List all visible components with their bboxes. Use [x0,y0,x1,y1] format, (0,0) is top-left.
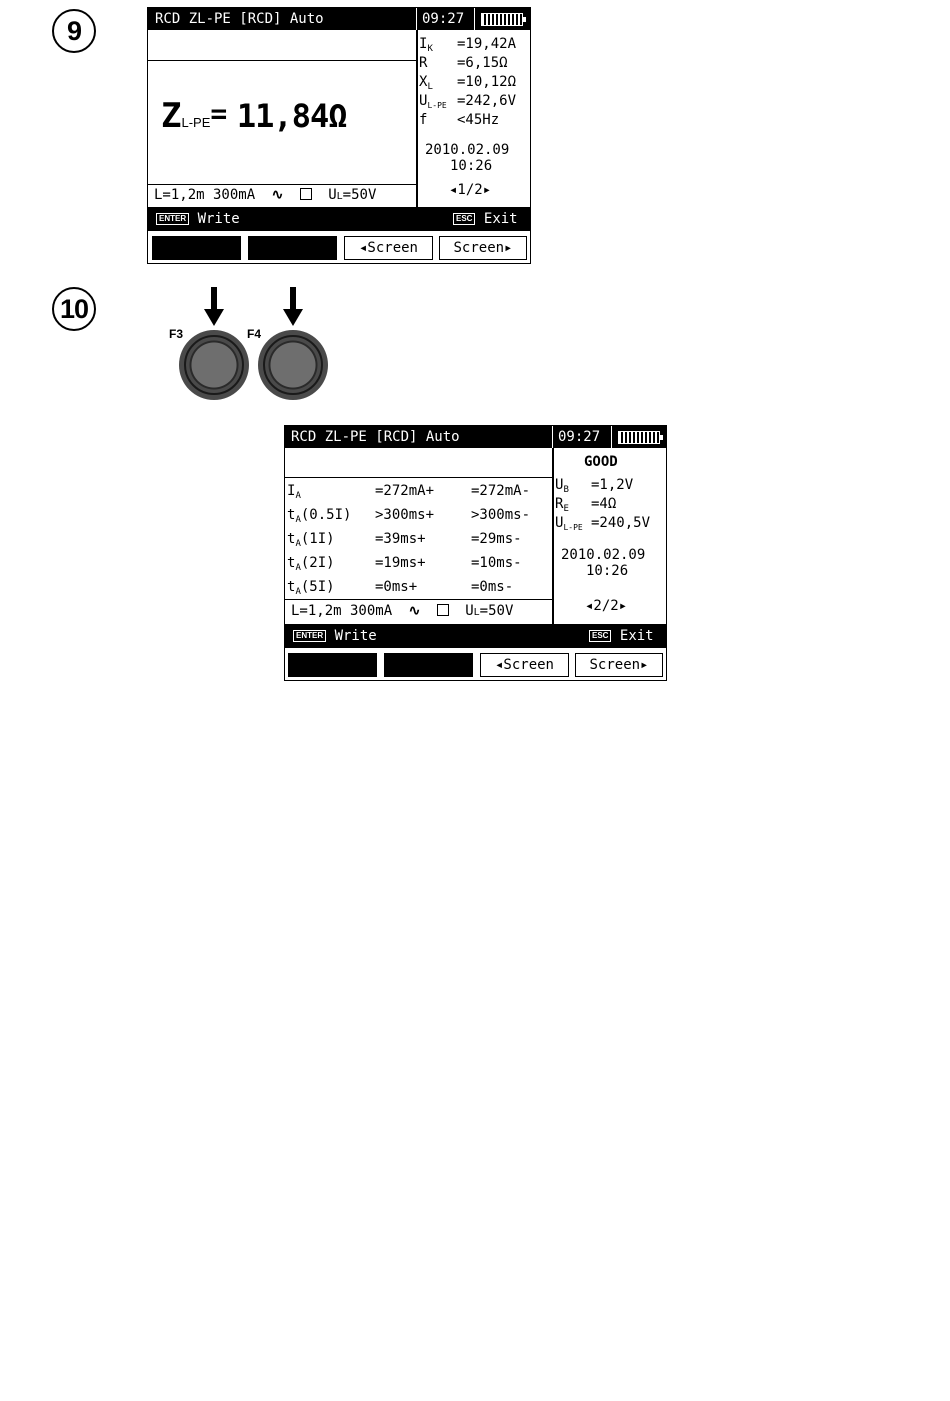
result-row: R =6,15Ω [419,55,508,71]
settings-line [291,603,513,621]
f1-key-blank[interactable] [152,236,241,260]
table-row: $t_A(5I)$ =0ms+ =0ms- [287,579,514,597]
arrow-down-icon [282,287,304,327]
ul-value: =50V [342,187,377,203]
main-subscript: L-PE [181,115,211,130]
settings-text: L=1,2m 300mA [154,187,256,203]
f4-key[interactable] [258,330,328,400]
result-row: $U_{L-PE}$ =242,6V [419,93,517,110]
enter-label: Write [334,628,377,644]
result-row: $X_L$ =10,12Ω [419,74,517,92]
title-divider [611,426,612,448]
esc-key-icon: ESC [589,630,611,642]
meter-screen-2 [284,425,667,681]
result-row: f <45Hz [419,112,500,128]
divider [148,184,416,185]
time-display: 09:27 [422,11,465,27]
enter-key-icon: ENTER [156,213,189,225]
f1-key-blank[interactable] [288,653,377,677]
checkbox-icon [437,604,449,616]
f2-key-blank[interactable] [248,236,337,260]
esc-label: Exit [619,628,654,644]
results-list [555,477,651,534]
f2-key-blank[interactable] [384,653,473,677]
results-list [419,36,517,131]
title-divider [416,8,417,30]
ul-sub: L [473,607,480,618]
mode-title: RCD ZL-PE [RCD] Auto [155,11,324,27]
settings-line [154,187,376,205]
results-table [287,483,547,603]
divider [148,60,416,61]
column-divider [416,30,418,207]
battery-icon [618,431,660,444]
enter-key-icon: ENTER [293,630,326,642]
ul-label: U [328,187,337,203]
title-divider [552,426,553,448]
clock-display: 10:26 [586,563,629,579]
main-equals: = [210,97,228,130]
action-bar [148,207,530,231]
status-badge: GOOD [584,454,618,470]
wave-icon: ∿ [271,187,284,203]
f3-key[interactable] [179,330,249,400]
meter-screen-1 [147,7,531,264]
result-row: $U_{L-PE}$ =240,5V [555,515,651,532]
table-row: $I_A$ =272mA+ =272mA- [287,483,531,501]
checkbox-icon [300,188,312,200]
next-screen-button[interactable]: Screen▸ [575,653,663,677]
f3-key-label: F3 [169,327,184,341]
date-display: 2010.02.09 [561,547,646,563]
result-row: $R_E$ =4Ω [555,496,617,514]
esc-hint[interactable] [453,209,518,229]
ul-sub: L [336,191,343,202]
step-number-badge: 10 [52,287,96,331]
ul-value: =50V [479,603,514,619]
column-divider [552,448,554,624]
time-display: 09:27 [558,429,601,445]
main-symbol: Z [161,96,182,136]
result-row: $U_B$ =1,2V [555,477,634,495]
enter-label: Write [197,211,240,227]
table-row: $t_A(0.5I)$ >300ms+ >300ms- [287,507,531,525]
enter-hint[interactable] [156,209,240,229]
f4-key-label: F4 [247,327,262,341]
battery-icon [481,13,523,26]
table-row: $t_A(1I)$ =39ms+ =29ms- [287,531,522,549]
prev-screen-button[interactable]: ◂Screen [344,236,433,260]
esc-label: Exit [483,211,518,227]
step-number-badge: 9 [52,9,96,53]
mode-title: RCD ZL-PE [RCD] Auto [291,429,460,445]
esc-hint[interactable] [589,626,654,646]
page-indicator: ◂1/2▸ [449,182,492,198]
page-indicator: ◂2/2▸ [585,598,628,614]
prev-screen-button[interactable]: ◂Screen [480,653,569,677]
main-value: 11,84Ω [236,97,347,135]
wave-icon: ∿ [408,603,421,619]
date-display: 2010.02.09 [425,142,510,158]
esc-key-icon: ESC [453,213,475,225]
main-reading [161,96,346,136]
settings-text: L=1,2m 300mA [291,603,393,619]
ul-label: U [465,603,474,619]
result-row: $I_K$ =19,42A [419,36,517,54]
table-row: $t_A(2I)$ =19ms+ =10ms- [287,555,522,573]
next-screen-button[interactable]: Screen▸ [439,236,527,260]
arrow-down-icon [203,287,225,327]
clock-display: 10:26 [450,158,493,174]
title-bar [148,8,530,30]
enter-hint[interactable] [293,626,377,646]
divider [285,477,552,478]
title-divider [474,8,475,30]
action-bar [285,624,666,648]
title-bar [285,426,666,448]
